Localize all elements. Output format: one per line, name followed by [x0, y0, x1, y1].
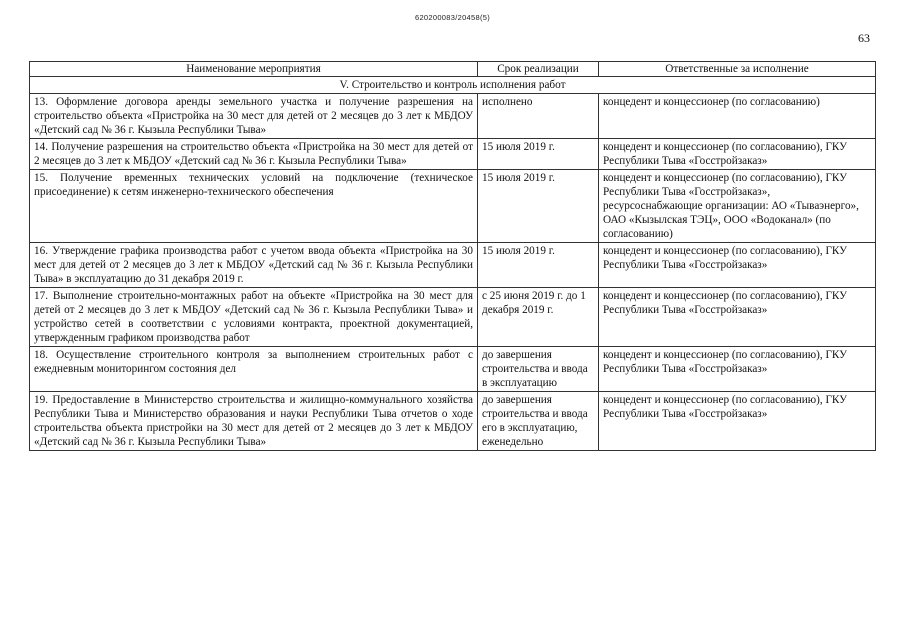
row-responsible: концедент и концессионер (по согласованию), ГКУ Республики Тыва «Госстройзаказ» — [599, 392, 876, 451]
table-row — [30, 392, 876, 451]
table-header-row — [30, 62, 876, 77]
row-term: исполнено — [478, 94, 599, 139]
row-responsible: концедент и концессионер (по согласованию), ГКУ Республики Тыва «Госстройзаказ», ресурсоснабжающие организации: АО «Тываэнерго», ОАО «Кызылская ТЭЦ», ООО «Водоканал» (по согласованию) — [599, 170, 876, 243]
row-responsible: концедент и концессионер (по согласованию), ГКУ Республики Тыва «Госстройзаказ» — [599, 288, 876, 347]
row-responsible: концедент и концессионер (по согласованию), ГКУ Республики Тыва «Госстройзаказ» — [599, 347, 876, 392]
table-row — [30, 170, 876, 243]
header-term: Срок реализации — [478, 62, 599, 77]
table-row — [30, 243, 876, 288]
table-row — [30, 94, 876, 139]
header-name: Наименование мероприятия — [30, 62, 478, 77]
document-code: 620200083/20458(5) — [414, 13, 491, 22]
row-name: 19. Предоставление в Министерство строительства и жилищно-коммунального хозяйства Республики Тыва и Министерство образования и науки Республики Тыва отчетов о ходе строительства объекта пристройки на 30 мест для детей от 2 месяцев до 3 лет к МБДОУ «Детский сад № 36 г. Кызыла Республики Тыва» — [30, 392, 478, 451]
events-table — [29, 61, 876, 451]
row-responsible: концедент и концессионер (по согласованию) — [599, 94, 876, 139]
table-row — [30, 139, 876, 170]
row-name: 13. Оформление договора аренды земельного участка и получение разрешения на строительство объекта «Пристройка на 30 мест для детей от 2 месяцев до 3 лет к МБДОУ «Детский сад № 36 г. Кызыла Республики Тыва» — [30, 94, 478, 139]
row-term: 15 июля 2019 г. — [478, 170, 599, 243]
row-responsible: концедент и концессионер (по согласованию), ГКУ Республики Тыва «Госстройзаказ» — [599, 139, 876, 170]
row-term: до завершения строительства и ввода в эксплуатацию — [478, 347, 599, 392]
row-name: 18. Осуществление строительного контроля за выполнением строительных работ с ежедневным мониторингом состояния дел — [30, 347, 478, 392]
header-responsible: Ответственные за исполнение — [599, 62, 876, 77]
row-responsible: концедент и концессионер (по согласованию), ГКУ Республики Тыва «Госстройзаказ» — [599, 243, 876, 288]
row-name: 15. Получение временных технических условий на подключение (техническое присоединение) к сетям инженерно-технического обеспечения — [30, 170, 478, 243]
row-term: 15 июля 2019 г. — [478, 139, 599, 170]
table-row — [30, 288, 876, 347]
table-row — [30, 347, 876, 392]
row-term: до завершения строительства и ввода его в эксплуатацию, еженедельно — [478, 392, 599, 451]
row-term: 15 июля 2019 г. — [478, 243, 599, 288]
row-term: с 25 июня 2019 г. до 1 декабря 2019 г. — [478, 288, 599, 347]
page-number: 63 — [858, 31, 870, 45]
section-row — [30, 77, 876, 94]
row-name: 17. Выполнение строительно-монтажных работ на объекте «Пристройка на 30 мест для детей от 2 месяцев до 3 лет к МБДОУ «Детский сад № 36 г. Кызыла Республики Тыва» и устройство сетей в соответствии с условиями контракта, проектной документацией, утвержденным графиком производства работ — [30, 288, 478, 347]
section-title: V. Строительство и контроль исполнения работ — [30, 77, 876, 94]
row-name: 16. Утверждение графика производства работ с учетом ввода объекта «Пристройка на 30 мест для детей от 2 месяцев до 3 лет к МБДОУ «Детский сад № 36 г. Кызыла Республики Тыва» в эксплуатацию до 31 декабря 2019 г. — [30, 243, 478, 288]
row-name: 14. Получение разрешения на строительство объекта «Пристройка на 30 мест для детей от 2 месяцев до 3 лет к МБДОУ «Детский сад № 36 г. Кызыла Республики Тыва» — [30, 139, 478, 170]
